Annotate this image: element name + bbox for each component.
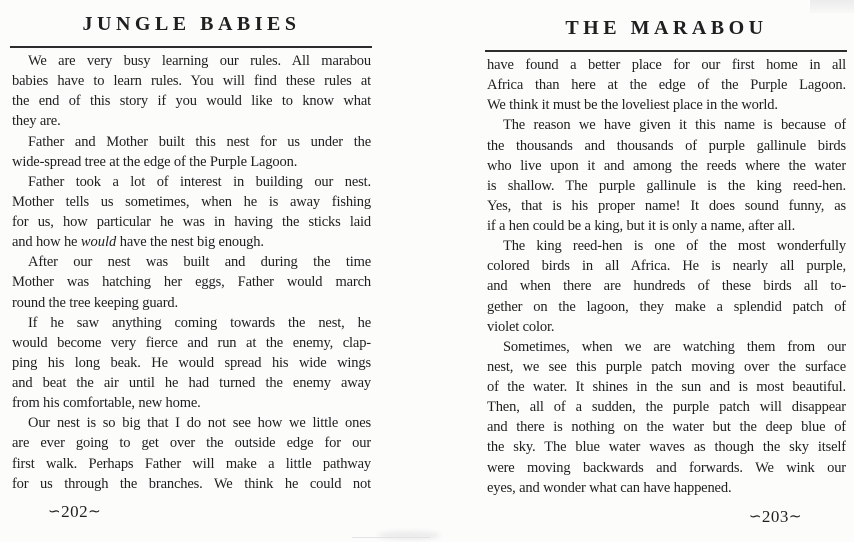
text-line: for us, how particular he was in having the sticks laid (12, 214, 371, 230)
text-line: If he saw anything coming towards the nest, he (28, 314, 371, 331)
text-line: who live upon it and among the reeds where the water (487, 157, 846, 174)
text-line: Yes, that is his proper name! It does sound funny, as (487, 197, 846, 214)
text-line: for us through the branches. We think he could not (12, 475, 371, 492)
page-number-value: 203 (761, 507, 789, 526)
text-line: wide-spread tree at the edge of the Purple Lagoon. (12, 153, 298, 170)
text-line: first walk. Perhaps Father will make a little pathway (12, 455, 371, 472)
page-number-swash-right: ∼ (88, 502, 102, 520)
text-line: We think it must be the loveliest place in the world. (487, 97, 778, 114)
page-header-left: JUNGLE BABIES (82, 13, 301, 35)
text-line: Our nest is so big that I do not see how we little ones (28, 415, 371, 432)
header-rule-left (10, 46, 372, 48)
page-right (487, 0, 846, 542)
text-line: are ever going to get over the outside edge for our (12, 435, 371, 452)
text-line: gether on the lagoon, they make a splendid patch of (487, 298, 846, 315)
page-number-swash-left: ∽ (48, 502, 62, 520)
text-line: Father and Mother built this nest for us under the (28, 133, 371, 150)
text-line: would become very fierce and run at the enemy, clap- (12, 334, 371, 351)
page-number-value: 202 (61, 502, 89, 521)
page-number-swash-left: ∽ (748, 507, 762, 525)
text-line: babies have to learn rules. You will find these rules at (12, 73, 371, 90)
header-rule-right (485, 50, 847, 52)
text-line: the end of this story if you would like to know what (12, 93, 371, 110)
scan-artifact-smudge (378, 531, 440, 540)
page-left (12, 0, 371, 542)
text-line: from his comfortable, new home. (12, 395, 201, 412)
text-line: is shallow. The purple gallinule is the king reed-hen. (487, 177, 846, 194)
text-line: colored birds in all Africa. He is nearly all purple, (487, 258, 846, 275)
page-header-right: THE MARABOU (565, 17, 768, 39)
text-line: The king reed-hen is one of the most wonderfully (503, 238, 846, 255)
text-line: were moving backwards and forwards. We wink our (487, 459, 846, 476)
text-line: Mother was hatching her eggs, Father would march (12, 274, 371, 291)
page-body-right (487, 55, 846, 498)
text-line: if a hen could be a king, but it is only a name, after all. (487, 218, 796, 234)
text-line: violet color. (487, 318, 555, 335)
page-body-left (12, 51, 371, 494)
page-number-left (48, 502, 101, 522)
text-line: they are. (12, 113, 61, 130)
text-line: the sky. The blue water waves as though the sky itself (487, 439, 846, 456)
scan-artifact-line (352, 537, 430, 538)
text-line: Mother tells us sometimes, when he is away fishing (12, 193, 371, 210)
text-line: eyes, and wonder what can have happened. (487, 479, 732, 496)
scan-artifact-corner (810, 0, 854, 13)
text-line: and how he would have the nest big enough. (12, 234, 264, 251)
text-line: Then, all of a sudden, the purple patch will disappear (487, 399, 846, 416)
text-line: ping his long beak. He would spread his wide wings (12, 354, 371, 371)
text-line: and when there are hundreds of these birds all to- (487, 278, 846, 295)
text-line: and there is nothing on the water but the deep blue of (487, 419, 846, 436)
text-line: Sometimes, when we are watching them from our (503, 338, 846, 355)
text-line: nest, we see this purple patch moving over the surface (487, 358, 846, 375)
page-number-right (749, 507, 802, 527)
page-number-swash-right: ∼ (788, 507, 802, 525)
text-line: round the tree keeping guard. (12, 294, 178, 311)
text-line: and beat the air until he had turned the enemy away (12, 375, 371, 391)
text-line: have found a better place for our first home in all (487, 57, 846, 73)
text-line: the thousands and thousands of purple gallinule birds (487, 137, 846, 154)
text-line: We are very busy learning our rules. All marabou (28, 53, 371, 69)
text-line: Father took a lot of interest in building our nest. (28, 173, 371, 190)
text-line: of the water. It shines in the sun and is most beautiful. (487, 379, 846, 395)
text-line: The reason we have given it this name is because of (503, 117, 846, 134)
text-line: After our nest was built and during the time (28, 254, 371, 271)
text-line: Africa than here at the edge of the Purple Lagoon. (487, 77, 846, 94)
